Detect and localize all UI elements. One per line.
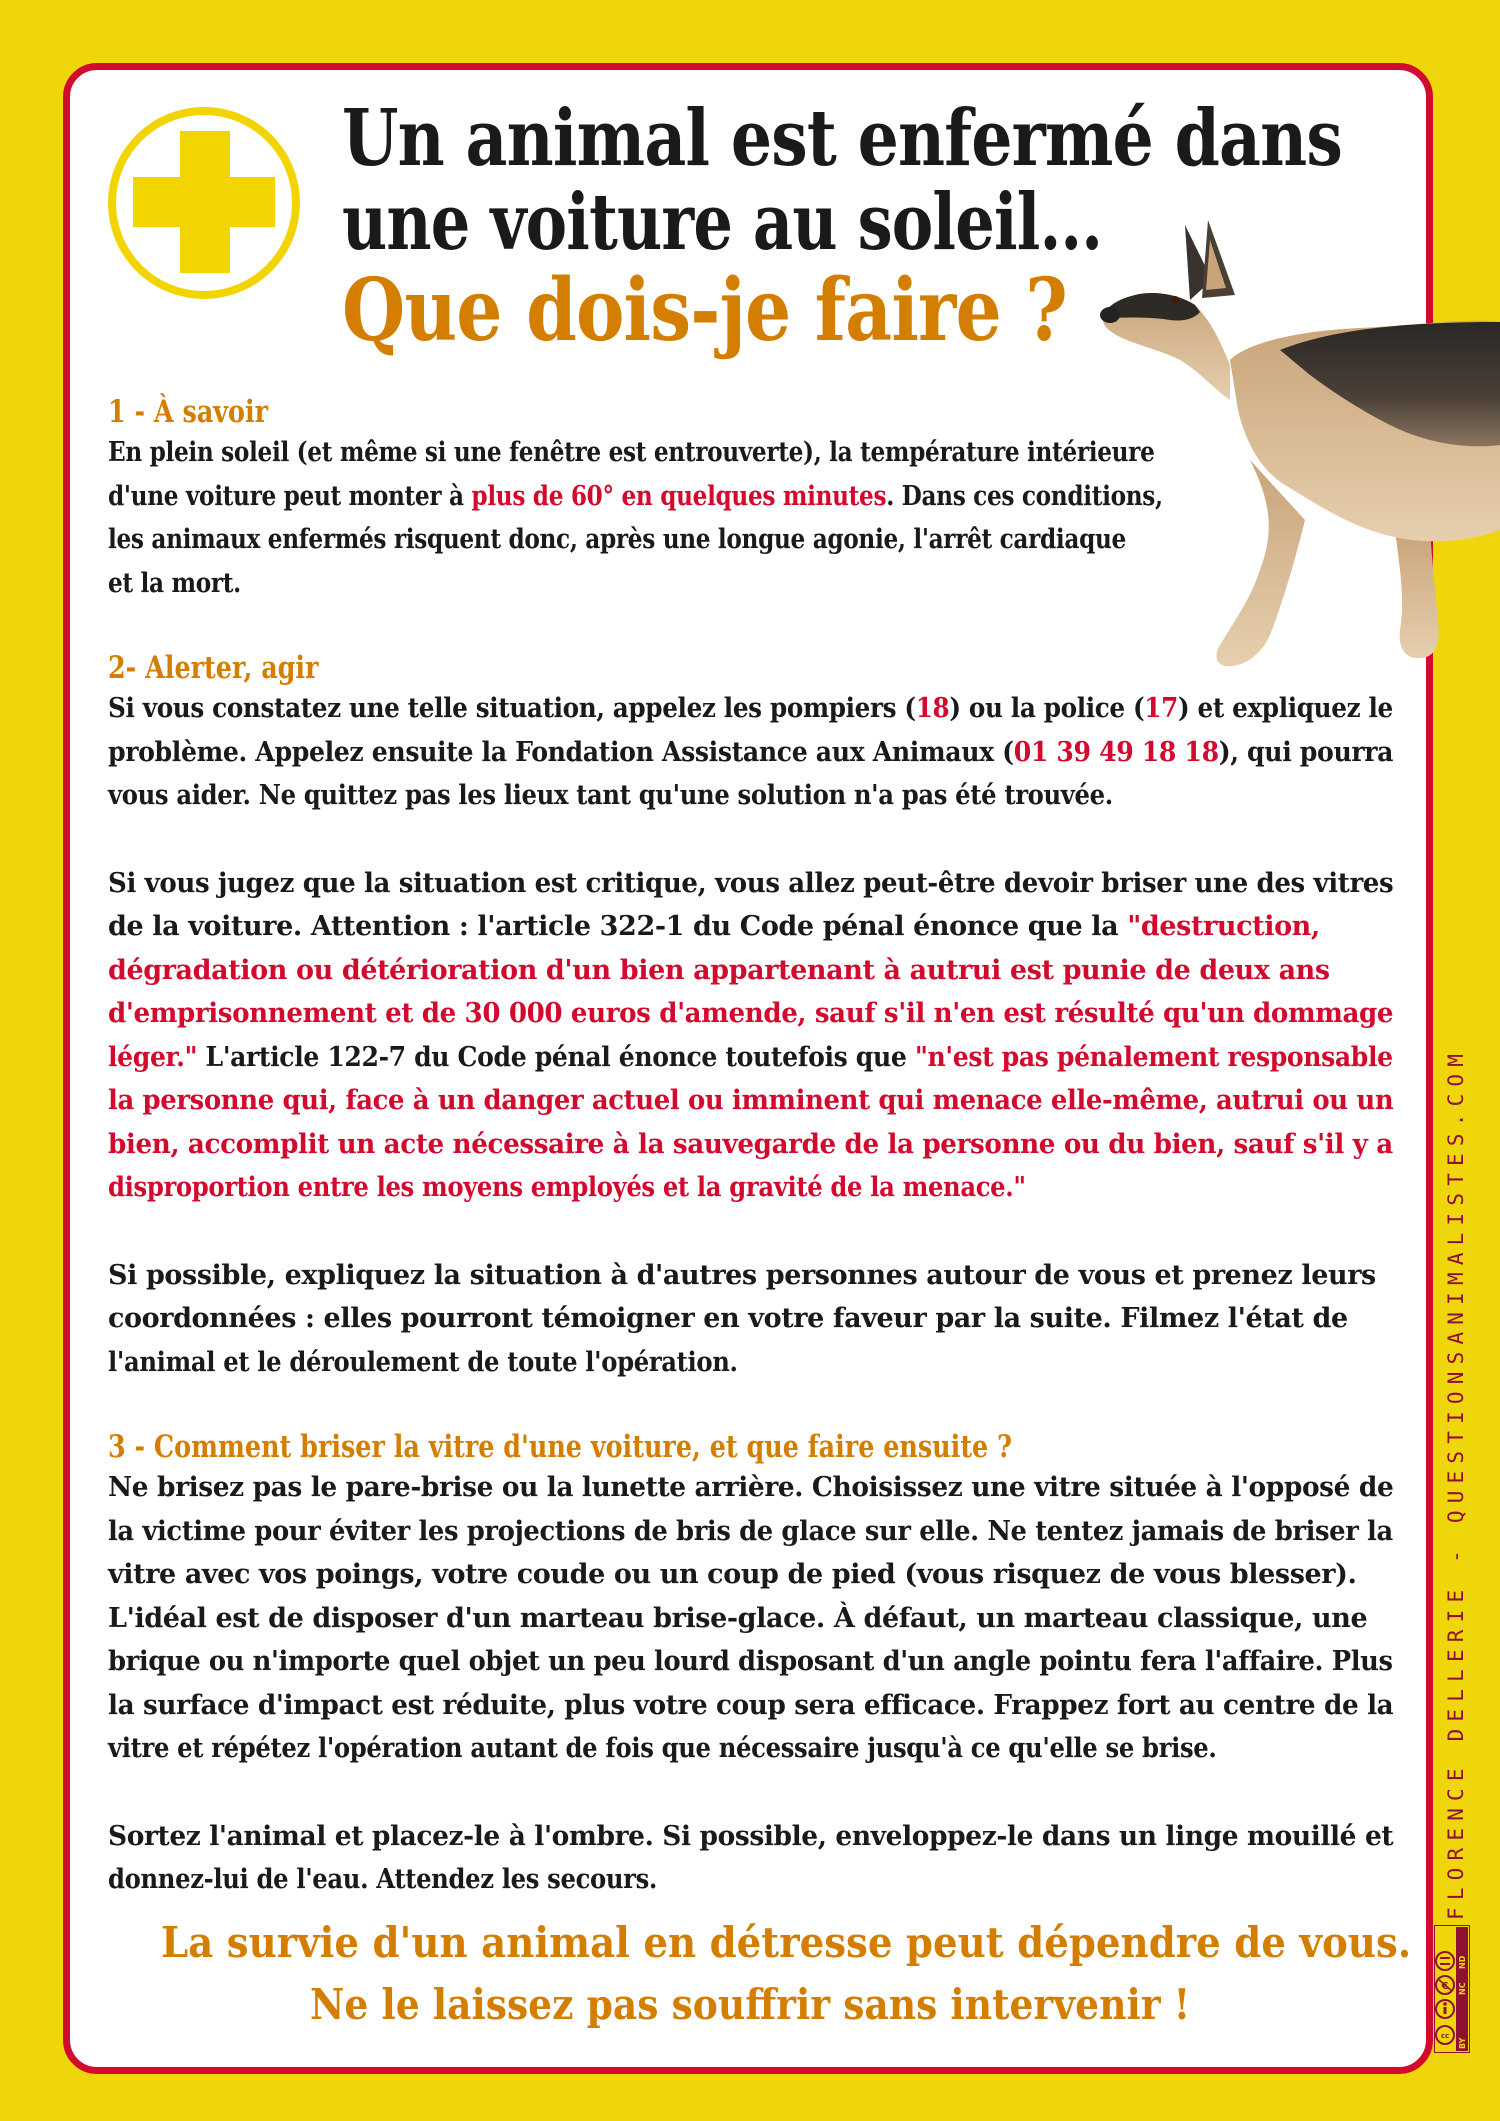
- text-line: la surface d'impact est réduite, plus votre coup sera efficace. Frappez fort au centre de la: [108, 1689, 1394, 1721]
- first-aid-cross-icon: [104, 104, 304, 304]
- text-line: vitre avec vos poings, votre coude ou un coup de pied (vous risquez de vous blesser).: [108, 1559, 1357, 1590]
- text-line: Si vous jugez que la situation est critique, vous allez peut-être devoir briser une des vitres: [108, 867, 1394, 899]
- legal-quote-line: bien, accomplit un acte nécessaire à la sauvegarde de la personne ou du bien, sauf s'il y a: [108, 1128, 1393, 1160]
- text-line: coordonnées : elles pourront témoigner en votre faveur par la suite. Filmez l'état de: [108, 1303, 1348, 1334]
- text-line: brique ou n'importe quel objet un peu lourd disposant d'un angle pointu fera l'affaire. Plus: [108, 1646, 1393, 1677]
- cc-by-nc-nd-icon: [1434, 1925, 1470, 2053]
- closing-line-1: La survie d'un animal en détresse peut dépendre de vous.: [161, 1918, 1412, 1967]
- svg-text:€: €: [1441, 1981, 1449, 1992]
- closing-message: [108, 1912, 1412, 2036]
- section-break-window: [108, 1428, 1393, 1902]
- text-line: et la mort.: [108, 567, 241, 599]
- text-line: vitre et répétez l'opération autant de fois que nécessaire jusqu'à ce qu'elle se brise.: [108, 1733, 1217, 1764]
- legal-quote-line: disproportion entre les moyens employés et la gravité de la menace.": [108, 1172, 1026, 1203]
- svg-text:cc: cc: [1440, 2032, 1450, 2040]
- text-line: la victime pour éviter les projections de bris de glace sur elle. Ne tentez jamais de briser la: [108, 1515, 1393, 1547]
- title-line-2: une voiture au soleil...: [342, 177, 1103, 268]
- svg-text:NC: NC: [1458, 1982, 1467, 1995]
- section-body: [108, 431, 1393, 605]
- text-line: Si possible, expliquez la situation à d'autres personnes autour de vous et prenez leurs: [108, 1259, 1376, 1291]
- legal-paragraph: [108, 862, 1393, 1210]
- section-heading: 2- Alerter, agir: [108, 650, 319, 686]
- text-line: Ne brisez pas le pare-brise ou la lunette arrière. Choisissez une vitre située à l'opposé de: [108, 1472, 1394, 1503]
- title-line-3: Que dois-je faire ?: [342, 260, 1067, 361]
- highlight-temperature: plus de 60° en quelques minutes: [471, 480, 887, 512]
- section-body: [108, 687, 1393, 818]
- text-line: donnez-lui de l'eau. Attendez les secours.: [108, 1864, 658, 1895]
- text-line: Si vous constatez une telle situation, appelez les pompiers (18) ou la police (17) et expliquez le: [108, 693, 1393, 724]
- aftercare-paragraph: [108, 1815, 1393, 1902]
- text-line: d'une voiture peut monter à plus de 60° en quelques minutes. Dans ces conditions,: [108, 480, 1163, 512]
- witness-paragraph: [108, 1254, 1393, 1385]
- section-heading: 1 - À savoir: [108, 394, 269, 430]
- text-line: L'idéal est de disposer d'un marteau brise-glace. À défaut, un marteau classique, une: [108, 1602, 1368, 1634]
- text-line: les animaux enfermés risquent donc, après une longue agonie, l'arrêt cardiaque: [108, 524, 1126, 555]
- title-line-1: Un animal est enfermé dans: [342, 93, 1342, 184]
- author-credit: FLORENCE DELLERIE - QUESTIONSANIMALISTES.COM: [1444, 1046, 1468, 1920]
- text-line: de la voiture. Attention : l'article 322-1 du Code pénal énonce que la "destruction,: [108, 911, 1320, 942]
- section-know: [108, 393, 1393, 605]
- section-alert: [108, 649, 1393, 1384]
- text-line: Sortez l'animal et placez-le à l'ombre. Si possible, enveloppez-le dans un linge mouillé et: [108, 1820, 1394, 1852]
- main-content: [108, 393, 1393, 1902]
- legal-quote-line: dégradation ou détérioration d'un bien appartenant à autrui est punie de deux ans: [108, 954, 1330, 986]
- text-line: léger." L'article 122-7 du Code pénal énonce toutefois que "n'est pas pénalement responsable: [108, 1041, 1393, 1073]
- closing-line-2: Ne le laissez pas souffrir sans intervenir !: [310, 1980, 1191, 2029]
- text-line: vous aider. Ne quittez pas les lieux tant qu'une solution n'a pas été trouvée.: [108, 780, 1113, 811]
- foundation-phone-number: 01 39 49 18 18: [1013, 736, 1219, 768]
- text-line: problème. Appelez ensuite la Fondation Assistance aux Animaux (01 39 49 18 18), qui pourra: [108, 736, 1394, 768]
- text-line: l'animal et le déroulement de toute l'opération.: [108, 1346, 738, 1378]
- svg-text:BY: BY: [1458, 2037, 1467, 2049]
- section-heading: 3 - Comment briser la vitre d'une voiture, et que faire ensuite ?: [108, 1429, 1012, 1465]
- section-body: [108, 1466, 1393, 1771]
- police-number: 17: [1144, 693, 1178, 724]
- firefighters-number: 18: [915, 693, 950, 724]
- legal-quote-line: d'emprisonnement et de 30 000 euros d'amende, sauf s'il n'en est résulté qu'un dommage: [108, 998, 1394, 1029]
- svg-text:ND: ND: [1458, 1955, 1467, 1969]
- legal-quote-line: la personne qui, face à un danger actuel ou imminent qui menace elle-même, autrui ou un: [108, 1085, 1394, 1116]
- text-line: En plein soleil (et même si une fenêtre est entrouverte), la température intérieure: [108, 437, 1155, 468]
